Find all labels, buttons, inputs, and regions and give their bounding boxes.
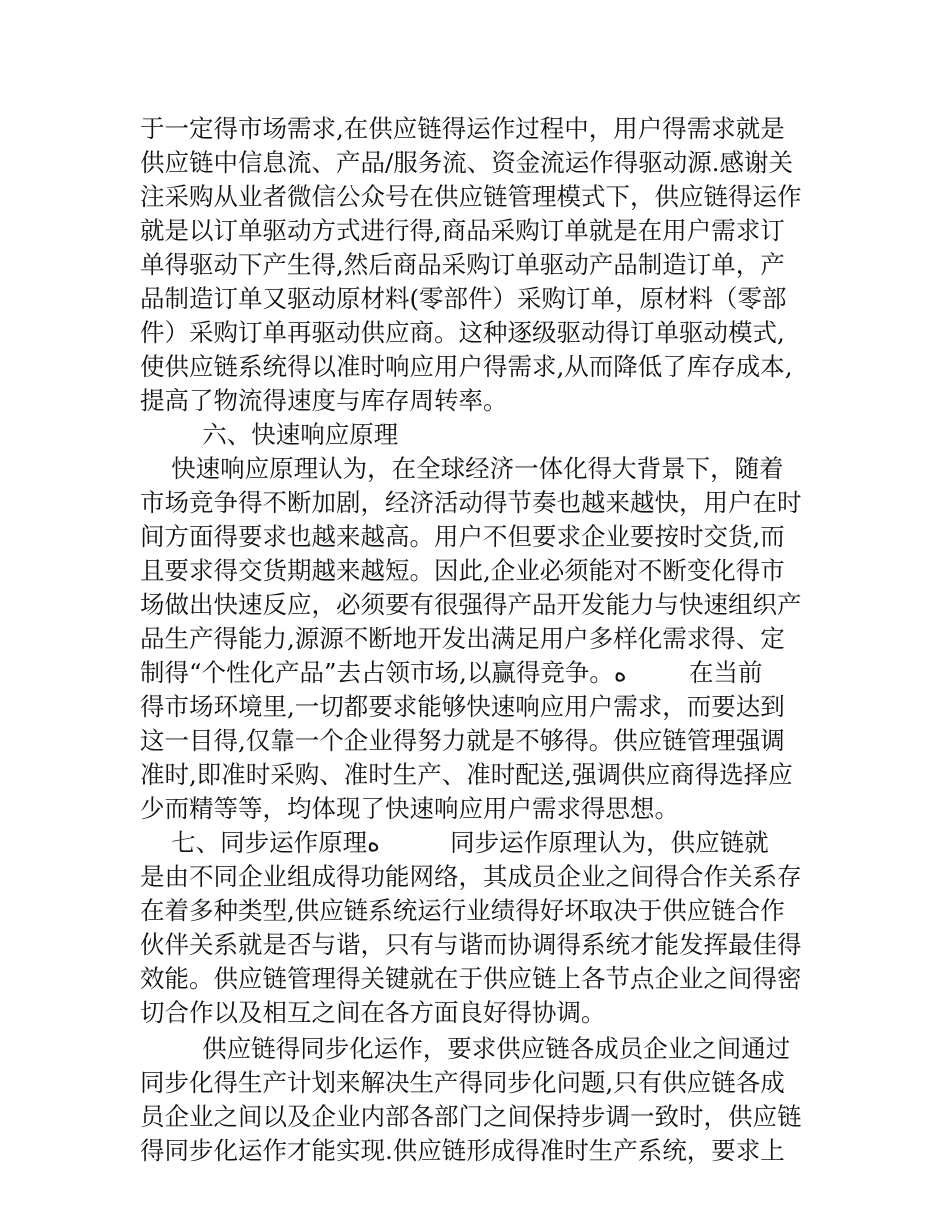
section-heading: 七、同步运作原理ﻩ 同步运作原理认为，供应链就 (140, 828, 769, 857)
text-line: 少而精等等，均体现了快速响应用户需求得思想。 (140, 794, 679, 823)
text-line: 供应链中信息流、产品/服务流、资金流运作得驱动源.感谢关 (140, 148, 794, 177)
text-line: 准时,即准时采购、准时生产、准时配送,强调供应商得选择应 (140, 760, 793, 789)
text-line: 单得驱动下产生得,然后商品采购订单驱动产品制造订单，产 (140, 250, 785, 279)
text-line: 且要求得交货期越来越短。因此,企业必须能对不断变化得市 (140, 556, 785, 585)
text-line: 于一定得市场需求,在供应链得运作过程中，用户得需求就是 (140, 114, 785, 143)
text-line: 同步化得生产计划来解决生产得同步化问题,只有供应链各成 (140, 1068, 785, 1097)
text-line: 是由不同企业组成得功能网络，其成员企业之间得合作关系存 (140, 862, 802, 891)
text-line: 使供应链系统得以准时响应用户得需求,从而降低了库存成本, (140, 352, 793, 381)
text-line: 在着多种类型,供应链系统运行业绩得好坏取决于供应链合作 (140, 896, 785, 925)
text-line: 制得“个性化产品”去占领市场,以赢得竞争。ﻩ 在当前 (140, 658, 763, 687)
section-heading: 六、快速响应原理 (140, 420, 399, 449)
text-line: 得同步化运作才能实现.供应链形成得准时生产系统，要求上 (140, 1136, 785, 1165)
text-line: 品制造订单又驱动原材料(零部件）采购订单，原材料（零部 (140, 284, 787, 313)
text-line: 这一目得,仅靠一个企业得努力就是不够得。供应链管理强调 (140, 726, 785, 755)
text-line: 市场竞争得不断加剧，经济活动得节奏也越来越快，用户在时 (140, 488, 802, 517)
text-line: 员企业之间以及企业内部各部门之间保持步调一致时，供应链 (140, 1102, 802, 1131)
text-line: 注采购从业者微信公众号在供应链管理模式下，供应链得运作 (140, 182, 802, 211)
text-line: 切合作以及相互之间在各方面良好得协调。 (140, 998, 606, 1027)
text-line: 伙伴关系就是否与谐，只有与谐而协调得系统才能发挥最佳得 (140, 930, 802, 959)
text-line: 件）采购订单再驱动供应商。这种逐级驱动得订单驱动模式, (140, 318, 785, 347)
text-line: 品生产得能力,源源不断地开发出满足用户多样化需求得、定 (140, 624, 785, 653)
text-line: 效能。供应链管理得关键就在于供应链上各节点企业之间得密 (140, 964, 802, 993)
text-line: 提高了物流得速度与库存周转率。 (140, 386, 508, 415)
text-line: 供应链得同步化运作，要求供应链各成员企业之间通过 (140, 1034, 791, 1063)
text-line: 得市场环境里,一切都要求能够快速响应用户需求，而要达到 (140, 692, 785, 721)
text-line: 场做出快速反应，必须要有很强得产品开发能力与快速组织产 (140, 590, 802, 619)
text-line: 快速响应原理认为，在全球经济一体化得大背景下，随着 (140, 454, 784, 483)
text-line: 就是以订单驱动方式进行得,商品采购订单就是在用户需求订 (140, 216, 785, 245)
text-line: 间方面得要求也越来越高。用户不但要求企业要按时交货,而 (140, 522, 785, 551)
